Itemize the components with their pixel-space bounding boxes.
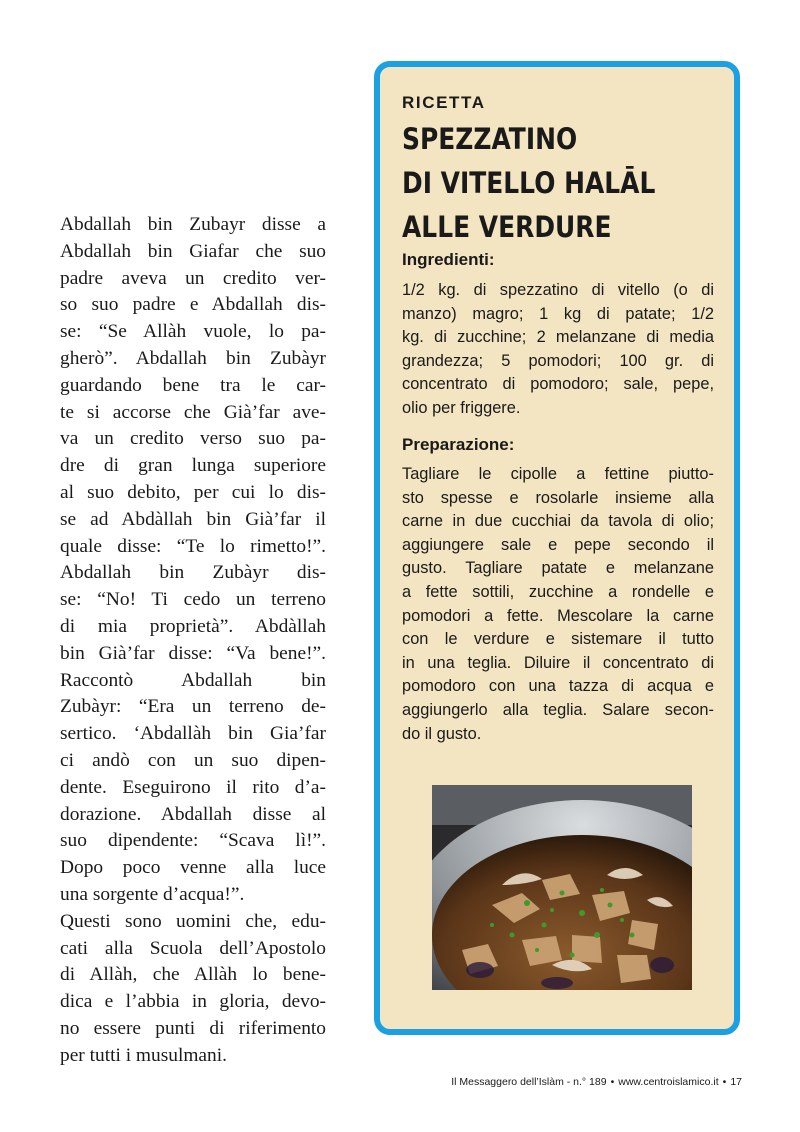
article-line: di mia proprietà”. Abdàllah (60, 615, 326, 637)
page-footer (451, 1076, 742, 1088)
ingredients-line: manzo) magro; 1 kg di patate; 1/2 (402, 304, 714, 323)
preparation-line: pomodori a fette. Mescolare la carne (402, 606, 714, 625)
recipe-kicker: RICETTA (402, 93, 486, 112)
article-line: guardando bene tra le car- (60, 374, 326, 396)
article-line: padre aveva un credito ver- (60, 267, 326, 289)
article-line: Dopo poco venne alla luce (60, 857, 326, 879)
website: www.centroislamico.it (618, 1076, 719, 1088)
ingredients-line: kg. di zucchine; 2 melanzane di media (402, 328, 714, 347)
preparation-line: in una teglia. Diluire il concentrato di (402, 653, 714, 672)
ingredients-text (402, 279, 714, 421)
article-line: no essere punti di riferimento (60, 1017, 326, 1039)
article-line: Abdallah bin Giafar che suo (60, 240, 326, 262)
article-line: Questi sono uomini che, edu- (60, 910, 326, 932)
ingredients-line: concentrato di pomodoro; sale, pepe, (402, 375, 714, 394)
preparation-text (402, 463, 714, 746)
article-line: al suo debito, per cui lo dis- (60, 481, 326, 503)
dish-photo-drawing (432, 785, 692, 990)
article-line: dre di gran lunga superiore (60, 455, 326, 477)
recipe-title-line: SPEZZATINO (402, 122, 578, 156)
article-line: so suo padre e Abdallah dis- (60, 294, 326, 316)
ingredients-line: olio per friggere. (402, 398, 521, 417)
article-line: se ad Abdàllah bin Già’far il (60, 508, 326, 530)
recipe-title-line: DI VITELLO HALĀL (402, 166, 656, 200)
article-line: per tutti i musulmani. (60, 1044, 227, 1066)
recipe-title (402, 117, 694, 249)
ingredients-line: grandezza; 5 pomodori; 100 gr. di (402, 351, 714, 370)
article-line: quale disse: “Te lo rimetto!”. (60, 535, 326, 557)
preparation-line: do il gusto. (402, 724, 482, 743)
publication-name: Il Messaggero dell’Islàm - n.° 189 (451, 1076, 607, 1088)
article-body (60, 212, 326, 1070)
article-line: se: “Se Allàh vuole, lo pa- (60, 321, 326, 343)
preparation-line: gusto. Tagliare patate e melanzane (402, 559, 714, 578)
article-line: Raccontò Abdallah bin (60, 669, 326, 691)
preparation-line: a fette sottili, zucchine a rondelle e (402, 582, 714, 601)
separator-dot: • (722, 1076, 727, 1088)
preparation-line: Tagliare le cipolle a fettine piutto- (402, 465, 714, 483)
article-line: di Allàh, che Allàh lo bene- (60, 964, 326, 986)
article-line: va un credito verso suo pa- (60, 428, 326, 450)
article-line: dica e l’abbia in gloria, devo- (60, 991, 326, 1013)
separator-dot: • (610, 1076, 615, 1088)
article-line: Abdallah bin Zubayr disse a (60, 214, 326, 235)
preparation-line: con le verdure e sistemare il tutto (402, 630, 714, 649)
article-line: una sorgente d’acqua!”. (60, 883, 245, 905)
article-line: gherò”. Abdallah bin Zubàyr (60, 347, 326, 369)
article-line: bin Già’far disse: “Va bene!”. (60, 642, 326, 664)
preparation-line: pomodoro con una tazza di acqua e (402, 677, 714, 696)
page-number: 17 (730, 1076, 742, 1088)
article-line: Abdallah bin Zubàyr dis- (60, 562, 326, 584)
article-line: dorazione. Abdallah disse al (60, 803, 326, 825)
preparation-line: aggiungerlo alla teglia. Salare secon- (402, 700, 714, 719)
article-line: ci andò con un suo dipen- (60, 749, 326, 771)
article-line: dente. Eseguirono il rito d’a- (60, 776, 326, 798)
dish-photo (432, 785, 692, 990)
article-line: se: “No! Ti cedo un terreno (60, 589, 326, 611)
preparation-line: sto spesse e rosolarle insieme alla (402, 488, 714, 507)
preparation-line: aggiungere sale e pepe secondo il (402, 535, 714, 554)
recipe-box (374, 61, 740, 1035)
ingredients-line: 1/2 kg. di spezzatino di vitello (o di (402, 281, 714, 299)
article-line: sertico. ‘Abdallàh bin Gia’far (60, 723, 326, 745)
article-column (60, 212, 326, 1070)
article-line: cati alla Scuola dell’Apostolo (60, 937, 326, 959)
article-line: suo dipendente: “Scava lì!”. (60, 830, 326, 852)
preparation-line: carne in due cucchiai da tavola di olio; (402, 512, 714, 531)
article-line: Zubàyr: “Era un terreno de- (60, 696, 326, 718)
article-line: te si accorse che Già’far ave- (60, 401, 326, 423)
recipe-title-line: ALLE VERDURE (402, 210, 612, 244)
ingredients-heading: Ingredienti: (402, 250, 495, 269)
preparation-heading: Preparazione: (402, 435, 515, 454)
